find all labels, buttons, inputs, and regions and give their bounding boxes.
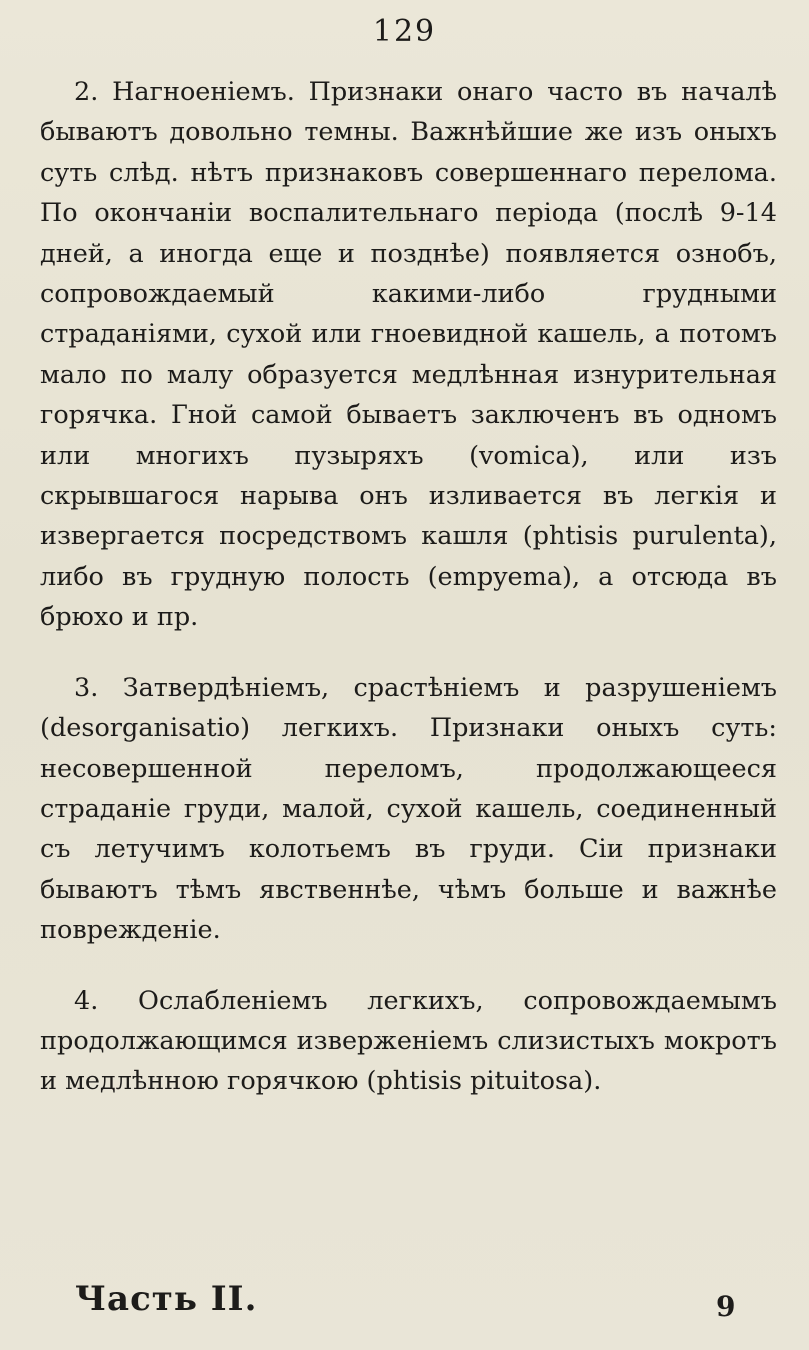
paragraph-3-text: 3. Затвердѣнiемъ, срастѣнiемъ и разрушенiемъ (desorganisatio) легкихъ. Признаки оныхъ суть: несовершенной переломъ, продолжающееся страданiе груди, малой, сухой кашель, соединенный съ летучимъ колотьемъ въ груди. Сiи признаки бываютъ тѣмъ явственнѣе, чѣмъ больше и важнѣе поврежденiе. <box>40 672 777 946</box>
paragraph-2 <box>40 72 777 638</box>
page-number: 129 <box>372 14 437 49</box>
section-footer: Часть II. <box>75 1279 258 1319</box>
paragraph-4 <box>40 981 777 1102</box>
page-body <box>40 72 777 1102</box>
signature-mark: 9 <box>716 1290 736 1323</box>
paragraph-3 <box>40 668 777 951</box>
paragraph-4-text: 4. Ослабленiемъ легкихъ, сопровождаемымъ продолжающимся изверженiемъ слизистыхъ мокротъ и медлѣнною горячкою (phtisis pituitosa). <box>40 985 777 1097</box>
paragraph-2-text: 2. Нагноенiемъ. Признаки онаго часто въ началѣ бываютъ довольно темны. Важнѣйшие же изъ оныхъ суть слѣд. нѣтъ признаковъ совершеннаго перелома. По окончанiи воспалительнаго перiода (послѣ 9-14 дней, а иногда еще и позднѣе) появляется ознобъ, сопровождаемый какими-либо грудными страданiями, сухой или гноевидной кашель, а потомъ мало по малу образуется медлѣнная изнурительная горячка. Гной самой бываетъ заключенъ въ одномъ или многихъ пузыряхъ (vomica), или изъ скрывшагося нарыва онъ изливается въ легкiя и извергается посредствомъ кашля (phtisis purulenta), либо въ грудную полость (empyema), а отсюда въ брюхо и пр. <box>40 77 777 633</box>
